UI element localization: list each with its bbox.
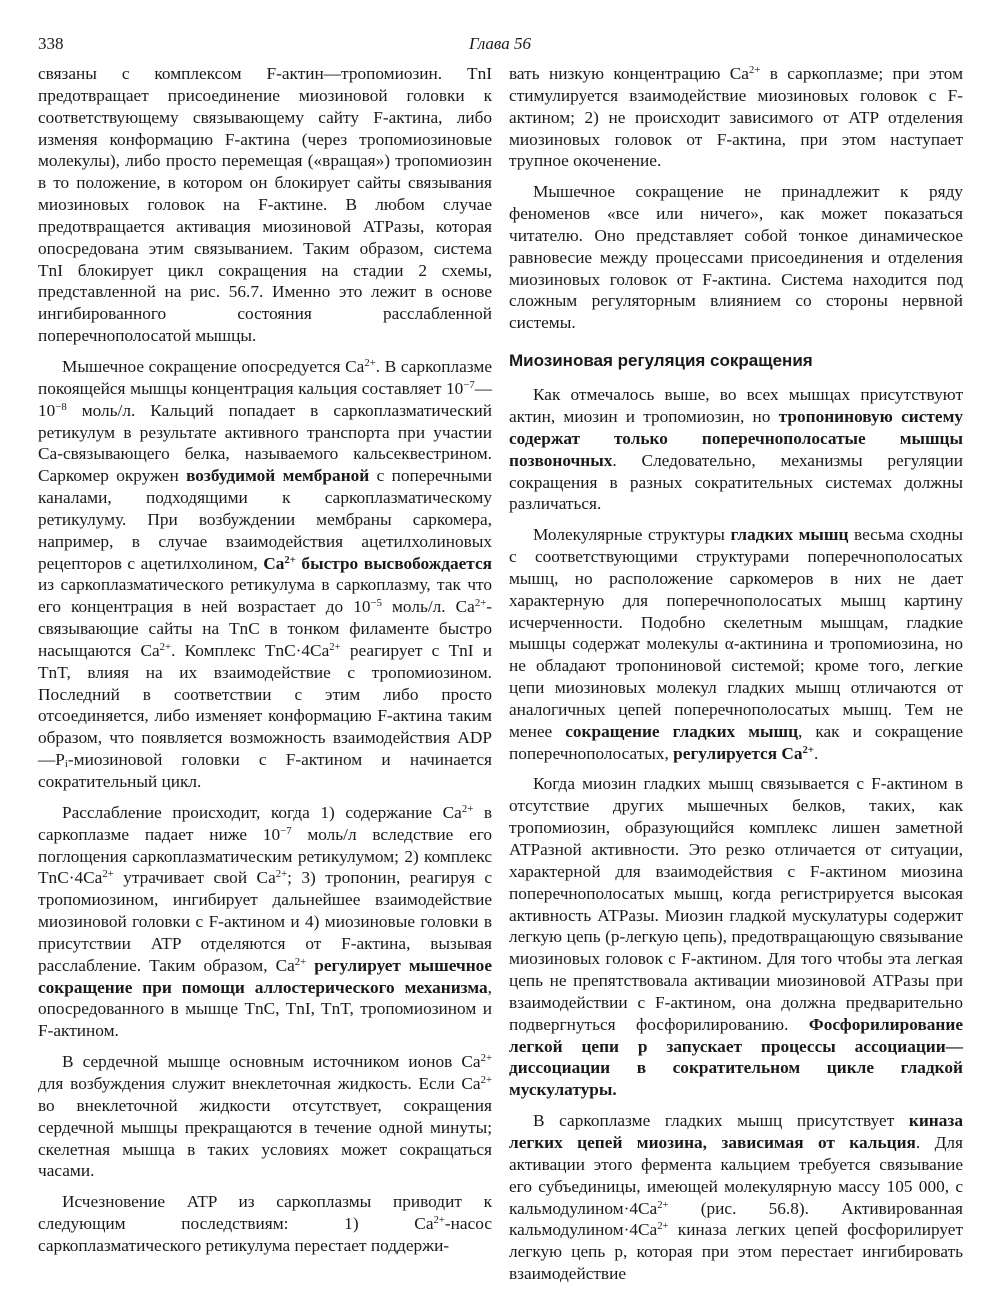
section-heading: Миозиновая регуляция сокращения [509, 351, 813, 371]
left-column [38, 63, 492, 1266]
paragraph: Исчезновение ATP из саркоплазмы приводит к следующим последствиям: 1) $Ca^{2+}$-насос саркоплазматического ретикулума перестает поддержи- [38, 1192, 492, 1255]
paragraph: Молекулярные структуры гладких мышц весьма сходны с соответствующими структурами поперечнополосатых мышц, но расположение саркомеров в них не дает характерную для поперечнополосатых мышц картину исчерченности. Подобно скелетным мышцам, гладкие мышцы содержат молекулы α-актинина и тропомиозина, но не обладают тропониновой системой; кроме того, легкие цепи миозиновых молекул гладких мышц отличаются от аналогичных цепей поперечнополосатых мышц. Тем не менее сокращение гладких мышц, как и сокращение поперечнополосатых, регулируется $Ca^{2+}$. [509, 525, 964, 763]
paragraph: Мышечное сокращение опосредуется $Ca^{2+}$. В саркоплазме покоящейся мышцы концентрация кальция составляет $10^{-7}—10^{-8}$ моль/л. Кальций попадает в саркоплазматический ретикулум в результате активного транспорта при участии Ca-связывающего белка, называемого кальсеквестрином. Саркомер окружен возбудимой мембраной с поперечными каналами, подходящими к саркоплазматическому ретикулуму. При возбуждении мембраны саркомера, например, в случае взаимодействия ацетилхолиновых рецепторов с ацетилхолином, $Ca^{2+}$ быстро высвобождается из саркоплазматического ретикулума в саркоплазму, так что его концентрация в ней возрастает до $10^{-5}$ моль/л. $Ca^{2+}$-связывающие сайты на TnC в тонком филаменте быстро насыщаются $Ca^{2+}$. Комплекс $TnC\cdot 4Ca^{2+}$ реагирует с TnI и TnT, влияя на их взаимодействие с тропомиозином. Последний в соответствии с этим либо просто отсоединяется, либо изменяет конформацию F-актина таким образом, что появляется возможность взаимодействия $ADP—P_i$-миозиновой головки с F-актином и начинается сократительный цикл. [38, 356, 493, 791]
paragraph: связаны с комплексом F-актин—тропомиозин. TnI предотвращает присоединение миозиновой головки к соответствующему связывающему сайту F-актина, либо изменяя конформацию F-актина (через тропомиозиновые молекулы), либо просто перемещая («вращая») тропомиозин в то положение, в котором он блокирует сайты связывания миозиновых головок на F-актине. В любом случае предотвращается активация миозиновой АТРазы, которая опосредована этим связыванием. Таким образом, система TnI блокирует цикл сокращения на стадии 2 схемы, представленной на рис. 56.7. Именно это лежит в основе ингибированного состояния расслабленной поперечнополосатой мышцы. [38, 64, 492, 346]
right-column [509, 63, 963, 1294]
paragraph: В сердечной мышце основным источником ионов $Ca^{2+}$ для возбуждения служит внеклеточная жидкость. Если $Ca^{2+}$ во внеклеточной жидкости отсутствует, сокращения сердечной мышцы прекращаются в течение одной минуты; скелетная мышца в таких условиях может сокращаться часами. [38, 1052, 492, 1181]
paragraph: Мышечное сокращение не принадлежит к ряду феноменов «все или ничего», как может показаться читателю. Оно представляет собой тонкое динамическое равновесие между процессами присоединения и отделения миозиновых головок от F-актина. Система находится под сложным регуляторным влиянием со стороны нервной системы. [509, 182, 963, 333]
paragraph: Расслабление происходит, когда 1) содержание $Ca^{2+}$ в саркоплазме падает ниже $10^{-7}$ моль/л вследствие его поглощения саркоплазматическим ретикулумом; 2) комплекс $TnC\cdot 4Ca^{2+}$ утрачивает свой $Ca^{2+}$; 3) тропонин, реагируя с тропомиозином, ингибирует дальнейшее взаимодействие миозиновой головки с F-актином и 4) миозиновые головки в присутствии ATP отделяются от F-актина, вызывая расслабление. Таким образом, $Ca^{2+}$ регулирует мышечное сокращение при помощи аллостерического механизма, опосредованного в мышце TnC, TnI, TnT, тропомиозином и F-актином. [38, 802, 492, 1041]
paragraph: вать низкую концентрацию $Ca^{2+}$ в саркоплазме; при этом стимулируется взаимодействие миозиновых головок с F-актином; 2) не происходит зависимого от ATP отделения миозиновых головок от F-актина, при этом наступает трупное окоченение. [509, 64, 964, 171]
page-header [38, 34, 962, 58]
paragraph: В саркоплазме гладких мышц присутствует киназа легких цепей миозина, зависимая от кальция. Для активации этого фермента кальцием требуется связывание его субъединицы, имеющей молекулярную массу 105 000, с $кальмодулином\cdot 4Ca^{2+}$ (рис. 56.8). Активированная $кальмодулином\cdot 4Ca^{2+}$ киназа легких цепей фосфорилирует легкую цепь p, которая при этом перестает ингибировать взаимодействие [509, 1111, 963, 1284]
paragraph: Когда миозин гладких мышц связывается с F-актином в отсутствие других мышечных белков, таких, как тропомиозин, образующийся комплекс лишен заметной АТРазной активности. Это резко отличается от ситуации, характерной для взаимодействия с F-актином миозина поперечнополосатых мышц, когда регистрируется высокая активность АТРазы. Миозин гладкой мускулатуры содержит легкую цепь (p-легкую цепь), предотвращающую связывание миозиновых головок с F-актином. Для того чтобы эта легкая цепь не препятствовала активации миозиновой АТРазы при взаимодействии с F-актином, она должна предварительно подвергнуться фосфорилированию. Фосфорилирование легкой цепи p запускает процессы ассоциации—диссоциации в сократительном цикле гладкой мускулатуры. [509, 774, 963, 1100]
page-number: 338 [38, 34, 64, 53]
running-head: Глава 56 [469, 34, 531, 53]
paragraph: Как отмечалось выше, во всех мышцах присутствуют актин, миозин и тропомиозин, но тропониновую систему содержат только поперечнополосатые мышцы позвоночных. Следовательно, механизмы регуляции сокращения в разных сократительных системах должны различаться. [509, 385, 963, 514]
